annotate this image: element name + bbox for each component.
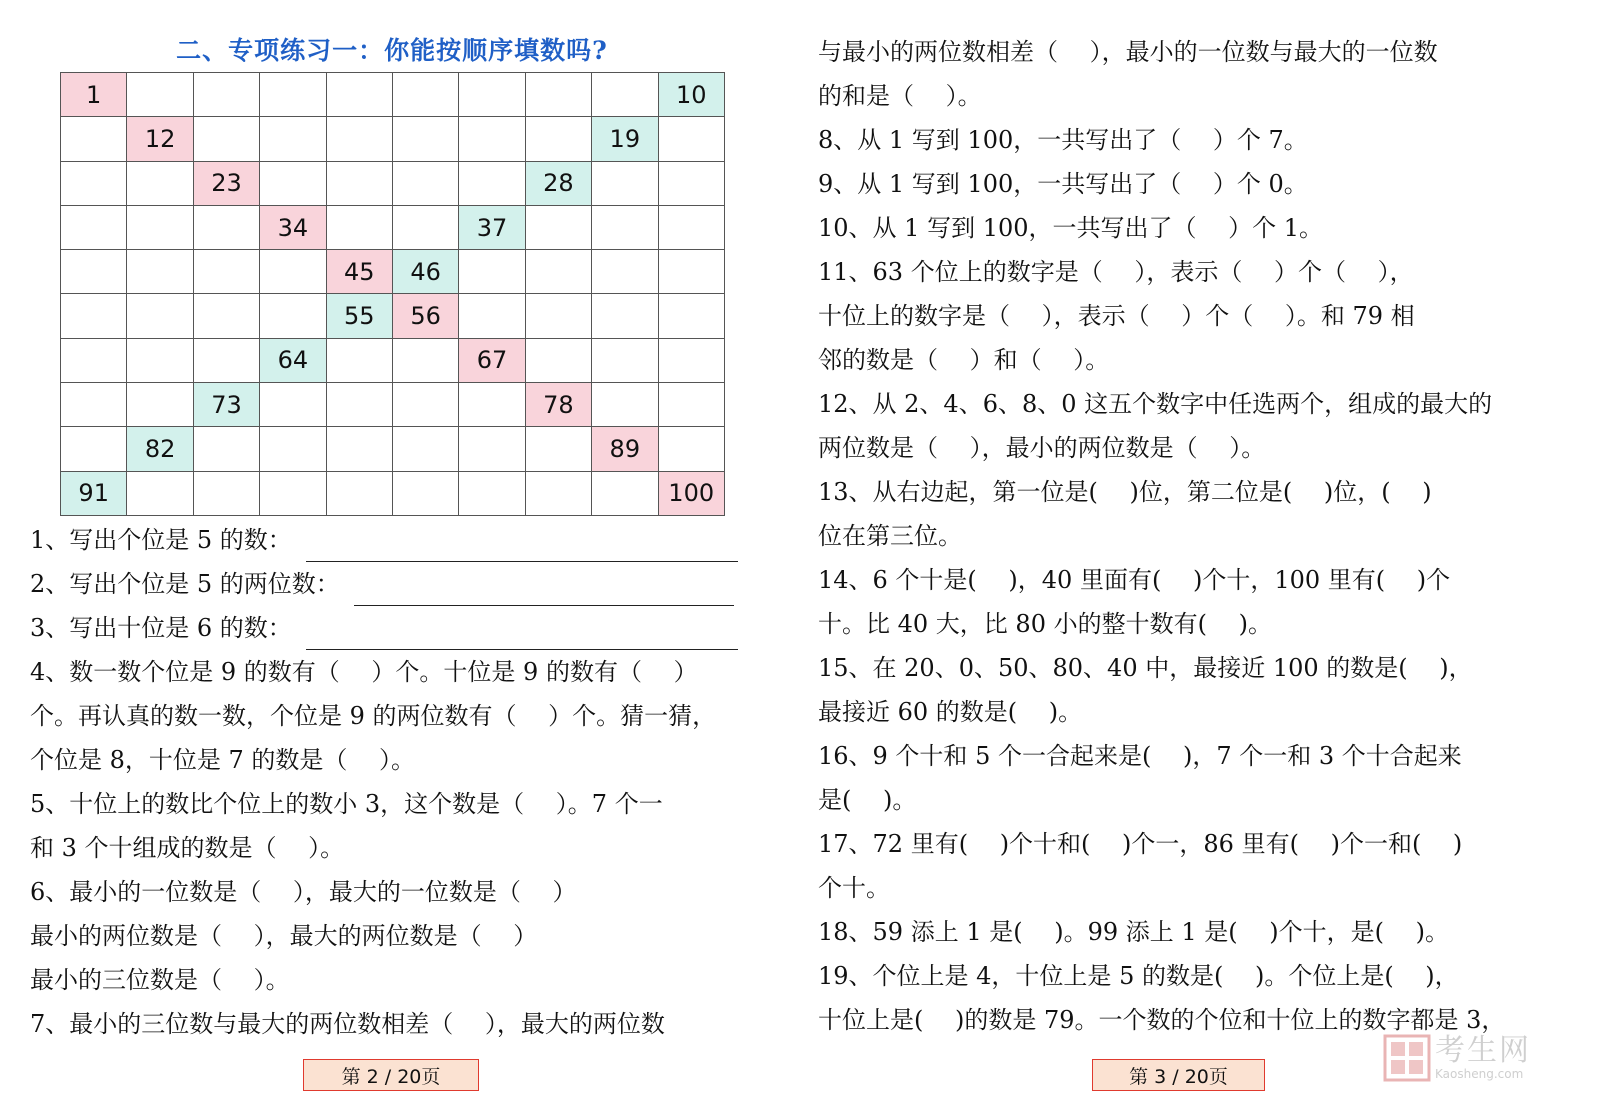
exercise-text: 8、从 1 写到 100，一共写出了（ ）个 7。 [818,126,1308,154]
exercise-line [30,826,760,870]
grid-cell-empty [592,73,658,117]
exercise-text: 7、最小的三位数与最大的两位数相差（ ），最大的两位数 [30,1010,665,1038]
grid-cell-empty [393,472,459,516]
exercise-line [818,602,1558,646]
exercise-text: 14、6 个十是( )，40 里面有( )个十，100 里有( )个 [818,566,1451,594]
exercise-text: 十。比 40 大，比 80 小的整十数有( )。 [818,610,1272,638]
exercise-line [818,426,1558,470]
grid-cell-filled: 91 [61,472,127,516]
grid-cell-filled: 28 [526,162,592,206]
exercise-text: 10、从 1 写到 100，一共写出了（ ）个 1。 [818,214,1324,242]
grid-cell-empty [327,339,393,383]
grid-cell-empty [194,117,260,161]
exercise-text: 1、写出个位是 5 的数： [30,526,292,554]
grid-cell-empty [592,162,658,206]
exercise-line [818,338,1558,382]
grid-cell-empty [459,117,525,161]
grid-cell-empty [393,117,459,161]
exercise-line [818,734,1558,778]
grid-cell-empty [459,383,525,427]
grid-cell-filled: 89 [592,427,658,471]
grid-cell-empty [127,339,193,383]
watermark-subtext: Kaosheng.com [1435,1067,1524,1081]
grid-cell-empty [393,427,459,471]
exercise-text: 最接近 60 的数是( )。 [818,698,1083,726]
grid-cell-empty [526,427,592,471]
grid-cell-empty [592,206,658,250]
grid-cell-empty [526,339,592,383]
exercise-line [818,954,1558,998]
grid-cell-empty [526,117,592,161]
grid-cell-empty [526,250,592,294]
left-exercises [30,518,760,1046]
exercise-text: 13、从右边起，第一位是( )位，第二位是( )位，( ) [818,478,1432,506]
grid-cell-filled: 19 [592,117,658,161]
exercise-line [818,118,1558,162]
grid-cell-empty [459,162,525,206]
grid-cell-empty [659,206,725,250]
section-title: 二、专项练习一：你能按顺序填数吗? [176,36,608,65]
exercise-text: 位在第三位。 [818,522,962,550]
grid-cell-empty [194,206,260,250]
exercise-line [818,910,1558,954]
exercise-line [30,562,760,606]
grid-cell-empty [592,339,658,383]
grid-cell-empty [61,427,127,471]
exercise-text: 最小的三位数是（ ）。 [30,966,290,994]
grid-cell-empty [127,294,193,338]
grid-cell-empty [659,339,725,383]
grid-cell-empty [327,472,393,516]
grid-cell-empty [327,73,393,117]
exercise-text: 最小的两位数是（ ），最大的两位数是（ ） [30,922,538,950]
exercise-line [818,822,1558,866]
grid-cell-filled: 55 [327,294,393,338]
grid-cell-empty [592,294,658,338]
exercise-line [818,30,1558,74]
grid-cell-empty [194,250,260,294]
grid-cell-empty [127,472,193,516]
grid-cell-empty [61,117,127,161]
grid-cell-empty [61,206,127,250]
grid-cell-empty [260,117,326,161]
exercise-text: 两位数是（ ），最小的两位数是（ ）。 [818,434,1266,462]
exercise-text: 15、在 20、0、50、80、40 中，最接近 100 的数是( )， [818,654,1473,682]
exercise-text: 19、个位上是 4，十位上是 5 的数是( )。个位上是( )， [818,962,1459,990]
grid-cell-filled: 82 [127,427,193,471]
exercise-text: 5、十位上的数比个位上的数小 3，这个数是（ ）。7 个一 [30,790,663,818]
grid-cell-empty [659,383,725,427]
grid-cell-filled: 23 [194,162,260,206]
exercise-text: 的和是（ ）。 [818,82,982,110]
exercise-text: 12、从 2、4、6、8、0 这五个数字中任选两个，组成的最大的 [818,390,1493,418]
grid-cell-empty [194,339,260,383]
exercise-text: 与最小的两位数相差（ ），最小的一位数与最大的一位数 [818,38,1438,66]
exercise-text: 个。再认真的数一数，个位是 9 的两位数有（ ）个。猜一猜， [30,702,717,730]
exercise-text: 十位上是( )的数是 79。一个数的个位和十位上的数字都是 3， [818,1006,1506,1034]
grid-cell-filled: 64 [260,339,326,383]
grid-cell-empty [592,250,658,294]
answer-blank-line[interactable] [306,531,738,562]
exercise-text: 11、63 个位上的数字是（ ），表示（ ）个（ ）， [818,258,1414,286]
grid-cell-empty [127,206,193,250]
watermark-logo-icon [1383,1034,1431,1082]
grid-cell-empty [526,294,592,338]
exercise-line [818,514,1558,558]
grid-cell-empty [61,250,127,294]
exercise-line [30,870,760,914]
grid-cell-empty [127,250,193,294]
grid-cell-empty [526,206,592,250]
exercise-line [30,914,760,958]
grid-cell-empty [260,294,326,338]
grid-cell-empty [659,294,725,338]
exercise-line [30,958,760,1002]
grid-cell-empty [260,250,326,294]
grid-cell-empty [61,383,127,427]
grid-cell-filled: 46 [393,250,459,294]
grid-cell-empty [459,427,525,471]
grid-cell-empty [459,472,525,516]
exercise-text: 邻的数是（ ）和（ ）。 [818,346,1110,374]
exercise-line [818,778,1558,822]
page-number-left: 第 2 / 20页 [303,1059,479,1091]
exercise-text: 6、最小的一位数是（ ），最大的一位数是（ ） [30,878,577,906]
exercise-line [30,518,760,562]
grid-cell-empty [592,472,658,516]
grid-cell-empty [659,250,725,294]
grid-cell-empty [127,383,193,427]
exercise-text: 2、写出个位是 5 的两位数： [30,570,340,598]
grid-cell-empty [659,162,725,206]
grid-cell-empty [659,117,725,161]
exercise-line [818,162,1558,206]
grid-cell-filled: 100 [659,472,725,516]
grid-cell-empty [459,294,525,338]
grid-cell-empty [260,73,326,117]
exercise-line [30,782,760,826]
grid-cell-empty [393,339,459,383]
grid-cell-filled: 37 [459,206,525,250]
exercise-text: 3、写出十位是 6 的数： [30,614,292,642]
grid-cell-empty [260,427,326,471]
grid-cell-empty [459,250,525,294]
grid-cell-empty [61,294,127,338]
exercise-text: 17、72 里有( )个十和( )个一，86 里有( )个一和( ) [818,830,1463,858]
grid-cell-filled: 56 [393,294,459,338]
right-exercises [818,30,1558,1042]
exercise-line [30,694,760,738]
grid-cell-filled: 34 [260,206,326,250]
grid-cell-empty [260,162,326,206]
exercise-text: 是( )。 [818,786,917,814]
grid-cell-empty [327,383,393,427]
grid-cell-empty [127,162,193,206]
exercise-text: 18、59 添上 1 是( )。99 添上 1 是( )个十，是( )。 [818,918,1449,946]
grid-cell-empty [327,206,393,250]
grid-cell-empty [327,427,393,471]
answer-blank-line[interactable] [306,619,738,650]
grid-cell-filled: 1 [61,73,127,117]
watermark [1383,1030,1553,1086]
grid-cell-empty [61,339,127,383]
exercise-text: 十位上的数字是（ ），表示（ ）个（ ）。和 79 相 [818,302,1415,330]
grid-cell-empty [393,206,459,250]
exercise-line [30,606,760,650]
grid-cell-empty [127,73,193,117]
grid-cell-empty [327,162,393,206]
exercise-line [818,206,1558,250]
grid-cell-empty [659,427,725,471]
exercise-line [30,650,760,694]
exercise-line [818,558,1558,602]
answer-blank-line[interactable] [354,575,734,606]
exercise-text: 个位是 8，十位是 7 的数是（ ）。 [30,746,416,774]
grid-cell-empty [526,472,592,516]
exercise-text: 个十。 [818,874,890,902]
grid-cell-filled: 78 [526,383,592,427]
exercise-line [30,1002,760,1046]
exercise-line [818,294,1558,338]
grid-cell-empty [194,472,260,516]
exercise-line [818,382,1558,426]
grid-cell-filled: 45 [327,250,393,294]
grid-cell-filled: 10 [659,73,725,117]
page-number-right: 第 3 / 20页 [1092,1059,1265,1091]
grid-cell-filled: 12 [127,117,193,161]
exercise-line [818,250,1558,294]
exercise-line [30,738,760,782]
exercise-line [818,470,1558,514]
watermark-text: 考生网 [1435,1033,1531,1068]
grid-cell-empty [194,73,260,117]
exercise-text: 和 3 个十组成的数是（ ）。 [30,834,345,862]
grid-cell-empty [194,427,260,471]
grid-cell-empty [61,162,127,206]
exercise-line [818,74,1558,118]
grid-cell-empty [327,117,393,161]
exercise-text: 9、从 1 写到 100，一共写出了（ ）个 0。 [818,170,1308,198]
exercise-text: 16、9 个十和 5 个一合起来是( )，7 个一和 3 个十合起来 [818,742,1462,770]
grid-cell-empty [393,73,459,117]
exercise-line [818,690,1558,734]
grid-cell-empty [459,73,525,117]
exercise-line [818,646,1558,690]
grid-cell-empty [592,383,658,427]
grid-cell-empty [393,383,459,427]
grid-cell-empty [260,472,326,516]
grid-cell-filled: 73 [194,383,260,427]
grid-cell-empty [393,162,459,206]
exercise-line [818,866,1558,910]
grid-cell-empty [260,383,326,427]
hundred-grid [60,72,725,516]
grid-cell-empty [194,294,260,338]
grid-cell-empty [526,73,592,117]
exercise-text: 4、数一数个位是 9 的数有（ ）个。十位是 9 的数有（ ） [30,658,698,686]
grid-cell-filled: 67 [459,339,525,383]
